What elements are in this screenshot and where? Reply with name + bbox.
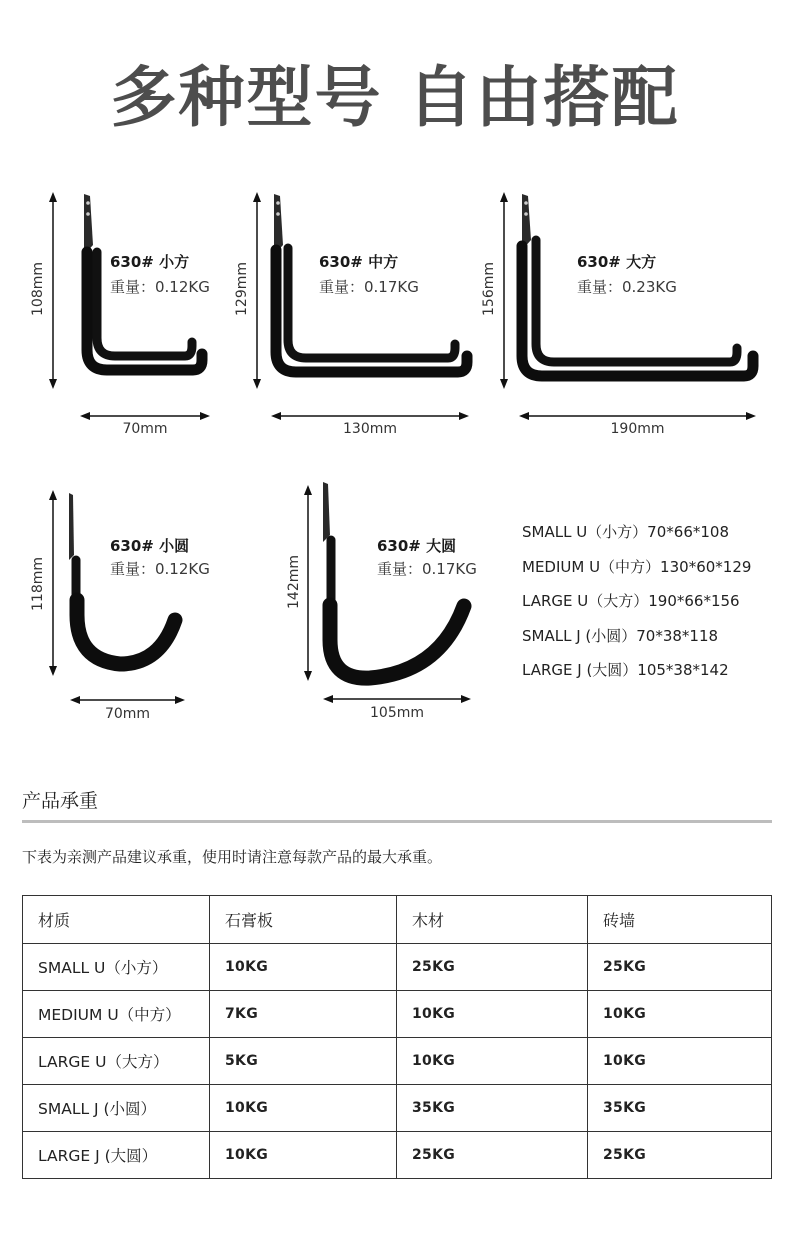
product-weight: 重量：0.23KG: [577, 278, 677, 296]
product-height: 129mm: [234, 262, 250, 316]
product-height: 118mm: [30, 557, 46, 611]
product-height: 142mm: [286, 555, 302, 609]
header-material: 材质: [23, 896, 210, 944]
table-row: [23, 1038, 772, 1085]
cell-brick: 35KG: [588, 1085, 772, 1132]
cell-drywall: 5KG: [210, 1038, 397, 1085]
product-width: 105mm: [370, 705, 424, 721]
row-model: SMALL U（小方）: [23, 944, 210, 991]
header-brick: 砖墙: [588, 896, 772, 944]
cell-brick: 10KG: [588, 1038, 772, 1085]
row-model: LARGE U（大方）: [23, 1038, 210, 1085]
table-row: [23, 1085, 772, 1132]
header-wood: 木材: [397, 896, 588, 944]
table-header-row: [23, 896, 772, 944]
cell-wood: 35KG: [397, 1085, 588, 1132]
row-model: LARGE J (大圆）: [23, 1132, 210, 1179]
spec-item: LARGE U（大方）190*66*156: [522, 592, 740, 610]
cell-brick: 25KG: [588, 944, 772, 991]
spec-item: MEDIUM U（中方）130*60*129: [522, 557, 752, 576]
product-width: 130mm: [343, 421, 397, 437]
section-note: 下表为亲测产品建议承重，使用时请注意每款产品的最大承重。: [22, 848, 443, 866]
section-title: 产品承重: [22, 790, 99, 812]
product-weight: 重量：0.17KG: [377, 560, 477, 578]
cell-drywall: 10KG: [210, 1132, 397, 1179]
product-width: 70mm: [122, 421, 168, 437]
cell-drywall: 10KG: [210, 944, 397, 991]
product-height: 156mm: [481, 262, 497, 316]
table-row: [23, 991, 772, 1038]
page-headline: 多种型号 自由搭配: [110, 59, 680, 136]
cell-wood: 10KG: [397, 1038, 588, 1085]
row-model: MEDIUM U（中方）: [23, 991, 210, 1038]
table-row: [23, 944, 772, 991]
product-height: 108mm: [30, 262, 46, 316]
product-model: 630# 小方: [110, 253, 190, 271]
product-model: 630# 大方: [577, 253, 657, 271]
cell-wood: 10KG: [397, 991, 588, 1038]
product-model: 630# 中方: [319, 253, 399, 271]
product-model: 630# 小圆: [110, 537, 190, 555]
cell-drywall: 10KG: [210, 1085, 397, 1132]
spec-item: LARGE J (大圆）105*38*142: [522, 661, 729, 679]
product-weight: 重量：0.17KG: [319, 278, 419, 296]
product-width: 70mm: [104, 706, 151, 722]
cell-brick: 10KG: [588, 991, 772, 1038]
product-weight: 重量：0.12KG: [110, 278, 210, 296]
spec-item: SMALL J (小圆）70*38*118: [522, 626, 719, 645]
header-drywall: 石膏板: [210, 896, 397, 944]
row-model: SMALL J (小圆）: [23, 1085, 210, 1132]
spec-item: SMALL U（小方）70*66*108: [522, 523, 729, 541]
cell-wood: 25KG: [397, 944, 588, 991]
product-width: 190mm: [610, 421, 665, 437]
product-weight: 重量：0.12KG: [110, 560, 210, 578]
cell-drywall: 7KG: [210, 991, 397, 1038]
section-divider: [22, 820, 772, 823]
cell-brick: 25KG: [588, 1132, 772, 1179]
table-row: [23, 1132, 772, 1179]
spec-list: [522, 515, 751, 688]
product-model: 630# 大圆: [377, 537, 457, 555]
cell-wood: 25KG: [397, 1132, 588, 1179]
load-capacity-table: [22, 895, 772, 1179]
